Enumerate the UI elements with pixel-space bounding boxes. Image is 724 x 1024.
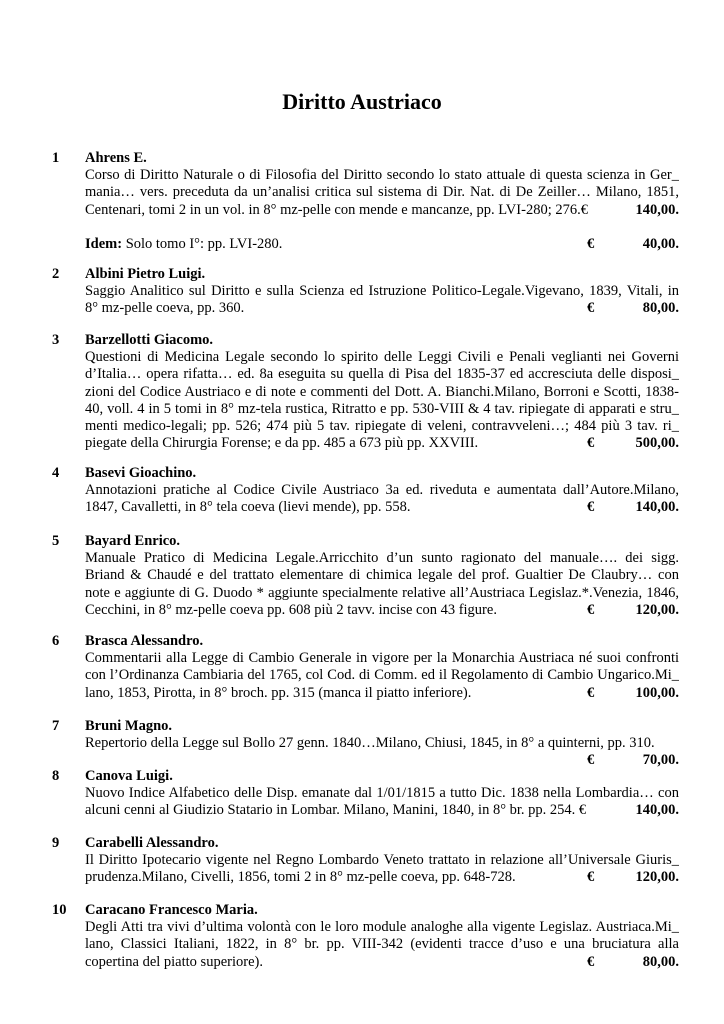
entry-extra-label: Idem: xyxy=(85,235,123,252)
entry-line: alcuni cenni al Giudizio Statario in Lombar. Milano, Manini, 1840, in 8° br. pp. 254. € xyxy=(85,802,587,819)
entry-price: 140,00. xyxy=(635,802,679,819)
entry-extra-price: 40,00. xyxy=(642,235,679,252)
entry-description xyxy=(85,482,679,517)
entry-author: Canova Luigi. xyxy=(85,768,173,784)
entry-price: 140,00. xyxy=(635,201,679,218)
entry-line: 40, voll. 4 in 5 tomi in 8° mz-tela rustica, Ritratto e pp. 530-VIII & 4 tav. ripiegate di apparati e stru_ xyxy=(85,400,679,417)
entry-number: 2 xyxy=(52,266,60,282)
entry-line: 1847, Cavalletti, in 8° tela coeva (lievi mende), pp. 558. xyxy=(85,499,411,516)
entry-line: prudenza.Milano, Civelli, 1856, tomi 2 in 8° mz-pelle coeva, pp. 648-728. xyxy=(85,869,516,886)
euro-symbol: € xyxy=(587,235,595,252)
entry-price-line xyxy=(85,752,679,769)
entry-line: Saggio Analitico sul Diritto e sulla Scienza ed Istruzione Politico-Legale.Vigevano, 1839, Vitali, in xyxy=(85,283,679,299)
entry-line: Questioni di Medicina Legale secondo lo spirito delle Leggi Civili e Penali veglianti nei Governi xyxy=(85,349,679,365)
entry-author: Bayard Enrico. xyxy=(85,533,181,549)
entry-price-line xyxy=(85,954,679,971)
entry-line: mania… vers. preceduta da un’analisi critica sul sistema di Dir. Nat. di De Zeiller… Milano, 1851, xyxy=(85,184,679,201)
entry-line: Nuovo Indice Alfabetico delle Disp. emanate dal 1/01/1815 a tutto Dic. 1838 nella Lombardia… con xyxy=(85,785,679,801)
entry-price-line xyxy=(85,499,679,516)
entry-number: 10 xyxy=(52,902,67,918)
entry-price-line xyxy=(85,602,679,619)
entry-line: piegate della Chirurgia Forense; e da pp. 485 a 673 più pp. XXVIII. xyxy=(85,435,479,452)
entry-author: Albini Pietro Luigi. xyxy=(85,266,206,282)
entry-number: 1 xyxy=(52,150,60,166)
entry-description xyxy=(85,650,679,702)
entry-line: Manuale Pratico di Medicina Legale.Arricchito d’un sunto ragionato del manuale…. dei sigg. xyxy=(85,550,679,566)
entry-description xyxy=(85,283,679,318)
entry-line: Corso di Diritto Naturale o di Filosofia del Diritto secondo lo stato attuale di questa scienza in Ger_ xyxy=(85,167,679,183)
entry-price-line xyxy=(85,202,679,219)
entry-extra-text: Solo tomo I°: pp. LVI-280. xyxy=(125,235,283,252)
entry-line: note e aggiunte di G. Duodo * aggiunte specialmente relative all’Austriaca Legislaz.*.Venezia, 1846, xyxy=(85,584,679,601)
entry-line: con l’Ordinanza Cambiaria del 1765, col Cod. di Comm. ed il Regolamento di Cambio Ungarico.Mi_ xyxy=(85,667,679,684)
entry-price: 120,00. xyxy=(635,869,679,886)
entry-line: d’Italia… opera rifatta… ed. 8a eseguita su quella di Pisa del 1835-37 ed accresciuta delle disposi_ xyxy=(85,366,679,383)
euro-symbol: € xyxy=(587,869,595,886)
entry-price: 100,00. xyxy=(635,684,679,701)
entry-author: Basevi Gioachino. xyxy=(85,465,197,481)
page-title: Diritto Austriaco xyxy=(282,89,442,114)
entry-author: Barzellotti Giacomo. xyxy=(85,332,214,348)
entry-description xyxy=(85,349,679,453)
entry-description xyxy=(85,785,679,820)
euro-symbol: € xyxy=(587,499,595,516)
entry-number: 5 xyxy=(52,533,60,549)
entry-line: zioni del Codice Austriaco e di note e commenti del Dott. A. Bianchi.Milano, Borroni e Scotti, 1838- xyxy=(85,383,679,400)
entry-price: 80,00. xyxy=(642,300,679,317)
entry-line: Il Diritto Ipotecario vigente nel Regno Lombardo Veneto trattato in relazione all’Universale Giuris_ xyxy=(85,852,679,868)
entry-number: 9 xyxy=(52,835,60,851)
entry-line: Degli Atti tra vivi d’ultima volontà con le loro module analoghe alla vigente Legislaz. Austriaca.Mi_ xyxy=(85,919,679,935)
euro-symbol: € xyxy=(587,752,595,769)
entry-line: lano, Classici Italiani, 1822, in 8° br. pp. VIII-342 (evidenti tracce d’uso e una bruciatura alla xyxy=(85,936,679,953)
entry-price-line xyxy=(85,300,679,317)
entry-price: 140,00. xyxy=(635,499,679,516)
entry-price: 70,00. xyxy=(642,752,679,769)
entry-line: lano, 1853, Pirotta, in 8° broch. pp. 315 (manca il piatto inferiore). xyxy=(85,684,472,701)
entry-price: 120,00. xyxy=(635,601,679,618)
entry-price: 80,00. xyxy=(642,953,679,970)
entry-price-line xyxy=(85,435,679,452)
entry-extra-line xyxy=(85,236,679,253)
entry-number: 6 xyxy=(52,633,60,649)
entry-number: 8 xyxy=(52,768,60,784)
entry-line: Annotazioni pratiche al Codice Civile Austriaco 3a ed. riveduta e aumentata dall’Autore.Milano, xyxy=(85,482,679,498)
euro-symbol: € xyxy=(587,300,595,317)
entry-line: menti medico-legali; pp. 526; 474 più 5 tav. ripiegate di veleni, contravveleni…; 484 più 3 tav. ri_ xyxy=(85,418,679,435)
entry-price-line xyxy=(85,685,679,702)
entry-line: 8° mz-pelle coeva, pp. 360. xyxy=(85,300,245,317)
entry-line: Cecchini, in 8° mz-pelle coeva pp. 608 più 2 tavv. incise con 43 figure. xyxy=(85,601,497,618)
entry-description xyxy=(85,167,679,253)
entry-author: Carabelli Alessandro. xyxy=(85,835,219,851)
entry-number: 3 xyxy=(52,332,60,348)
entry-description xyxy=(85,550,679,619)
entry-price-line xyxy=(85,802,679,819)
entry-line: copertina del piatto superiore). xyxy=(85,953,263,970)
entry-author: Brasca Alessandro. xyxy=(85,633,204,649)
euro-symbol: € xyxy=(587,953,595,970)
entry-price-line xyxy=(85,869,679,886)
entry-line: Briand & Chaudé e del trattato elementare di chimica legale del prof. Gualtier De Claubry… con xyxy=(85,567,679,584)
entry-number: 7 xyxy=(52,718,60,734)
entry-number: 4 xyxy=(52,465,60,481)
euro-symbol: € xyxy=(587,684,595,701)
entry-line: Commentarii alla Legge di Cambio Generale in vigore per la Monarchia Austriaca né suoi confronti xyxy=(85,650,679,666)
entry-author: Caracano Francesco Maria. xyxy=(85,902,258,918)
entry-description xyxy=(85,735,679,770)
euro-symbol: € xyxy=(587,601,595,618)
entry-author: Bruni Magno. xyxy=(85,718,173,734)
entry-line: Centenari, tomi 2 in un vol. in 8° mz-pelle con mende e mancanze, pp. LVI-280; 276.€ xyxy=(85,201,588,218)
entry-author: Ahrens E. xyxy=(85,150,147,166)
entry-description xyxy=(85,852,679,887)
entry-line: Repertorio della Legge sul Bollo 27 genn. 1840…Milano, Chiusi, 1845, in 8° a quinterni, pp. 310. xyxy=(85,735,655,751)
euro-symbol: € xyxy=(587,435,595,452)
entry-price: 500,00. xyxy=(635,435,679,452)
entry-description xyxy=(85,919,679,971)
